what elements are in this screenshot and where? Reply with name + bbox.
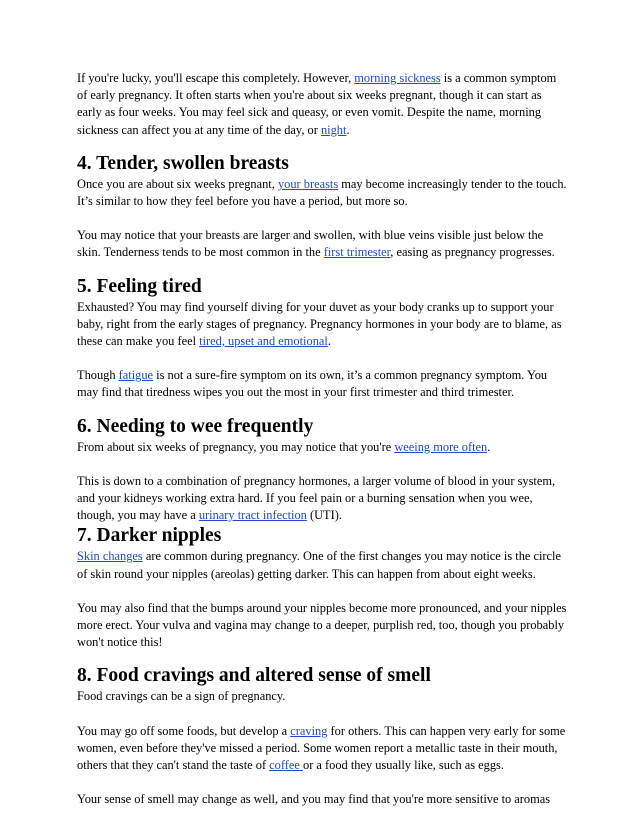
heading-darker-nipples: 7. Darker nipples: [77, 525, 222, 547]
cravings-paragraph-3: Your sense of smell may change as well, and you may find that you're more sensitive to aromas: [77, 792, 551, 807]
craving-link[interactable]: craving: [290, 723, 328, 738]
fatigue-link[interactable]: fatigue: [118, 368, 154, 383]
wee-paragraph-1: From about six weeks of pregnancy, you may notice that you're weeing more often.: [77, 439, 491, 454]
heading-food-cravings: 8. Food cravings and altered sense of smell: [77, 665, 431, 687]
cravings-paragraph-2: You may go off some foods, but develop a craving for others. This can happen very early for some women, even before they've missed a period. Some women report a metallic taste in their mouth, others that they can't stand the taste of coffee or a food they usually like, such as eggs.: [77, 723, 566, 773]
nipples-paragraph-2: You may also find that the bumps around your nipples become more pronounced, and your nipples more erect. Your vulva and vagina may change to a deeper, purplish red, too, though you probably won't notice this!: [77, 600, 567, 650]
breasts-paragraph-1: Once you are about six weeks pregnant, your breasts may become increasingly tender to the touch. It’s similar to how they feel before you have a period, but more so.: [77, 176, 567, 209]
coffee-link[interactable]: coffee: [269, 758, 303, 773]
intro-paragraph: If you're lucky, you'll escape this completely. However, morning sickness is a common symptom of early pregnancy. It often starts when you're about six weeks pregnant, though it can start as early as four weeks. You may feel sick and queasy, or even vomit. Despite the name, morning sickness can affect you at any time of the day, or night.: [77, 71, 557, 137]
heading-tender-breasts: 4. Tender, swollen breasts: [77, 152, 289, 174]
skin-changes-link[interactable]: Skin changes: [77, 549, 143, 564]
heading-needing-to-wee: 6. Needing to wee frequently: [77, 415, 314, 437]
tired-paragraph-2: Though fatigue is not a sure-fire symptom on its own, it’s a common pregnancy symptom. You may find that tiredness wipes you out the most in your first trimester and third trimester.: [77, 368, 548, 400]
document-page: [77, 70, 567, 808]
wee-paragraph-2: This is down to a combination of pregnancy hormones, a larger volume of blood in your system, and your kidneys working extra hard. If you feel pain or a burning sensation when you wee, though, you may have a urinary tract infection (UTI).: [77, 473, 556, 523]
your-breasts-link[interactable]: your breasts: [277, 176, 339, 191]
heading-feeling-tired: 5. Feeling tired: [77, 275, 202, 297]
nipples-paragraph-1: Skin changes are common during pregnancy. One of the first changes you may notice is the circle of skin round your nipples (areolas) getting darker. This can happen from about eight weeks.: [77, 549, 562, 581]
morning-sickness-link[interactable]: morning sickness: [354, 71, 441, 85]
breasts-paragraph-2: You may notice that your breasts are larger and swollen, with blue veins visible just below the skin. Tenderness tends to be most common in the first trimester, easing as pregnancy progresses.: [77, 228, 555, 260]
tired-upset-emotional-link[interactable]: tired, upset and emotional: [199, 334, 328, 349]
cravings-paragraph-1: Food cravings can be a sign of pregnancy.: [77, 689, 286, 704]
tired-paragraph-1: Exhausted? You may find yourself diving for your duvet as your body cranks up to support your baby, right from the early stages of pregnancy. Pregnancy hormones in your body are to blame, as these can make you feel tired, upset and emotional.: [77, 299, 562, 349]
urinary-tract-infection-link[interactable]: urinary tract infection: [198, 508, 307, 523]
first-trimester-link[interactable]: first trimester: [323, 245, 391, 260]
night-link[interactable]: night: [320, 122, 347, 137]
weeing-more-often-link[interactable]: weeing more often: [394, 439, 488, 454]
